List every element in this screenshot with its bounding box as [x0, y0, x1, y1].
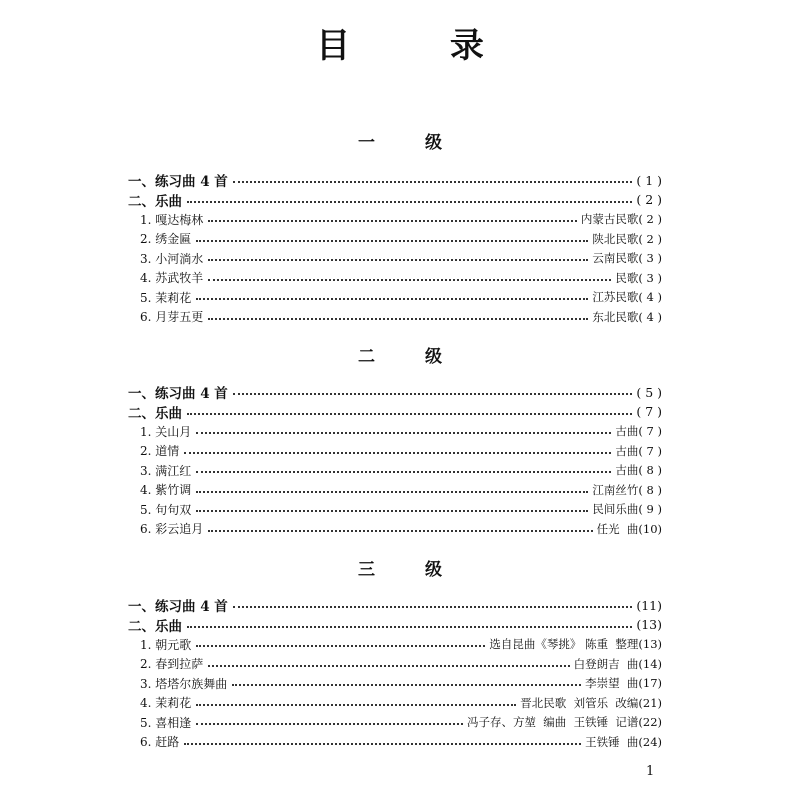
toc-section-row — [128, 171, 662, 189]
toc-entry-title: 4. 茉莉花 — [140, 696, 192, 710]
toc-entry-page: 任光 曲(10) — [596, 521, 662, 536]
toc-entry-row — [140, 481, 662, 499]
toc-entry-title: 一、练习曲 4 首 — [128, 599, 228, 615]
toc-entry-page: 江苏民歌( 4 ) — [592, 290, 662, 304]
dot-leader — [196, 298, 588, 300]
toc-entry-page: (13) — [636, 617, 662, 632]
toc-entry-title: 5. 句句双 — [140, 502, 192, 517]
toc-entry-title: 6. 赶路 — [140, 735, 180, 749]
page-title: 目 录 — [316, 26, 528, 66]
toc-entry-row — [140, 442, 662, 460]
dot-leader — [187, 626, 632, 628]
toc-entry-page: 白登朗吉 曲(14) — [573, 656, 662, 671]
toc-entry-row — [140, 733, 662, 751]
dot-leader — [196, 723, 463, 725]
toc-entry-row — [140, 500, 662, 518]
toc-entry-title: 5. 茉莉花 — [140, 290, 192, 305]
toc-entry-title: 2. 绣金匾 — [140, 232, 192, 246]
toc-section-row — [128, 596, 662, 614]
toc-entry-page: 冯子存、方堃 编曲 王铁锤 记谱(22) — [466, 715, 662, 729]
dot-leader — [208, 220, 577, 222]
dot-leader — [196, 471, 611, 473]
dot-leader — [208, 530, 592, 532]
toc-entry-title: 1. 朝元歌 — [140, 637, 192, 652]
toc-entry-title: 4. 紫竹调 — [140, 483, 192, 497]
toc-entry-page: 陕北民歌( 2 ) — [592, 231, 662, 246]
toc-entry-page: 江南丝竹( 8 ) — [592, 482, 662, 497]
toc-entry-page: 东北民歌( 4 ) — [592, 309, 662, 324]
toc-entry-page: ( 2 ) — [636, 192, 662, 207]
level-heading: 三 级 — [358, 560, 464, 580]
dot-leader — [208, 279, 611, 281]
dot-leader — [232, 684, 581, 686]
toc-entry-row — [140, 288, 662, 306]
toc-entry-title: 二、乐曲 — [128, 193, 182, 210]
toc-entry-page: 云南民歌( 3 ) — [592, 251, 662, 265]
level-heading: 一 级 — [358, 133, 464, 153]
toc-entry-row — [140, 713, 662, 731]
toc-section-row — [128, 191, 662, 209]
dot-leader — [196, 491, 588, 493]
dot-leader — [184, 743, 581, 745]
dot-leader — [233, 181, 633, 183]
toc-section-row — [128, 616, 662, 634]
toc-entry-title: 二、乐曲 — [128, 618, 182, 635]
toc-entry-page: 古曲( 8 ) — [615, 463, 662, 477]
page-number: 1 — [646, 764, 655, 779]
dot-leader — [208, 665, 569, 667]
dot-leader — [196, 240, 588, 242]
dot-leader — [233, 606, 633, 608]
dot-leader — [187, 201, 632, 203]
toc-entry-title: 6. 彩云追月 — [140, 522, 204, 536]
toc-entry-title: 5. 喜相逢 — [140, 715, 192, 730]
toc-entry-title: 3. 小河淌水 — [140, 251, 204, 266]
toc-entry-title: 一、练习曲 4 首 — [128, 386, 228, 402]
toc-entry-title: 2. 道情 — [140, 444, 180, 458]
toc-entry-row — [140, 520, 662, 538]
dot-leader — [233, 393, 633, 395]
toc-entry-row — [140, 249, 662, 267]
toc-entry-page: 选自昆曲《琴挑》 陈重 整理(13) — [489, 637, 662, 651]
toc-entry-row — [140, 655, 662, 673]
toc-entry-page: ( 1 ) — [636, 172, 662, 188]
dot-leader — [196, 432, 611, 434]
toc-entry-page: ( 7 ) — [636, 404, 662, 419]
level-heading: 二 级 — [358, 347, 464, 367]
toc-entry-page: 内蒙古民歌( 2 ) — [580, 212, 662, 226]
toc-entry-title: 一、练习曲 4 首 — [128, 174, 228, 190]
dot-leader — [208, 259, 588, 261]
toc-entry-row — [140, 422, 662, 440]
toc-entry-row — [140, 461, 662, 479]
toc-entry-page: 王铁锤 曲(24) — [585, 734, 662, 749]
toc-entry-page: 晋北民歌 刘管乐 改编(21) — [520, 695, 662, 710]
toc-entry-row — [140, 308, 662, 326]
toc-entry-title: 二、乐曲 — [128, 405, 182, 422]
toc-entry-page: (11) — [636, 597, 662, 613]
toc-entry-title: 1. 关山月 — [140, 424, 192, 439]
toc-entry-row — [140, 269, 662, 287]
toc-entry-page: 民间乐曲( 9 ) — [592, 502, 662, 516]
toc-entry-title: 1. 嘎达梅林 — [140, 212, 204, 227]
toc-entry-title: 3. 塔塔尔族舞曲 — [140, 676, 228, 691]
toc-entry-page: 李崇望 曲(17) — [585, 676, 662, 690]
toc-entry-title: 4. 苏武牧羊 — [140, 271, 204, 285]
dot-leader — [196, 510, 588, 512]
dot-leader — [184, 452, 611, 454]
toc-entry-page: 民歌( 3 ) — [615, 270, 662, 285]
toc-entry-row — [140, 230, 662, 248]
toc-entry-title: 3. 满江红 — [140, 463, 192, 478]
dot-leader — [187, 413, 632, 415]
toc-entry-row — [140, 210, 662, 228]
dot-leader — [196, 645, 485, 647]
toc-section-row — [128, 383, 662, 401]
toc-entry-row — [140, 635, 662, 653]
toc-entry-row — [140, 674, 662, 692]
dot-leader — [196, 704, 516, 706]
toc-entry-title: 2. 春到拉萨 — [140, 657, 204, 671]
toc-entry-row — [140, 694, 662, 712]
toc-entry-page: 古曲( 7 ) — [615, 443, 662, 458]
dot-leader — [208, 318, 588, 320]
toc-entry-page: 古曲( 7 ) — [615, 424, 662, 438]
toc-entry-title: 6. 月芽五更 — [140, 310, 204, 324]
toc-entry-page: ( 5 ) — [636, 384, 662, 400]
toc-section-row — [128, 403, 662, 421]
